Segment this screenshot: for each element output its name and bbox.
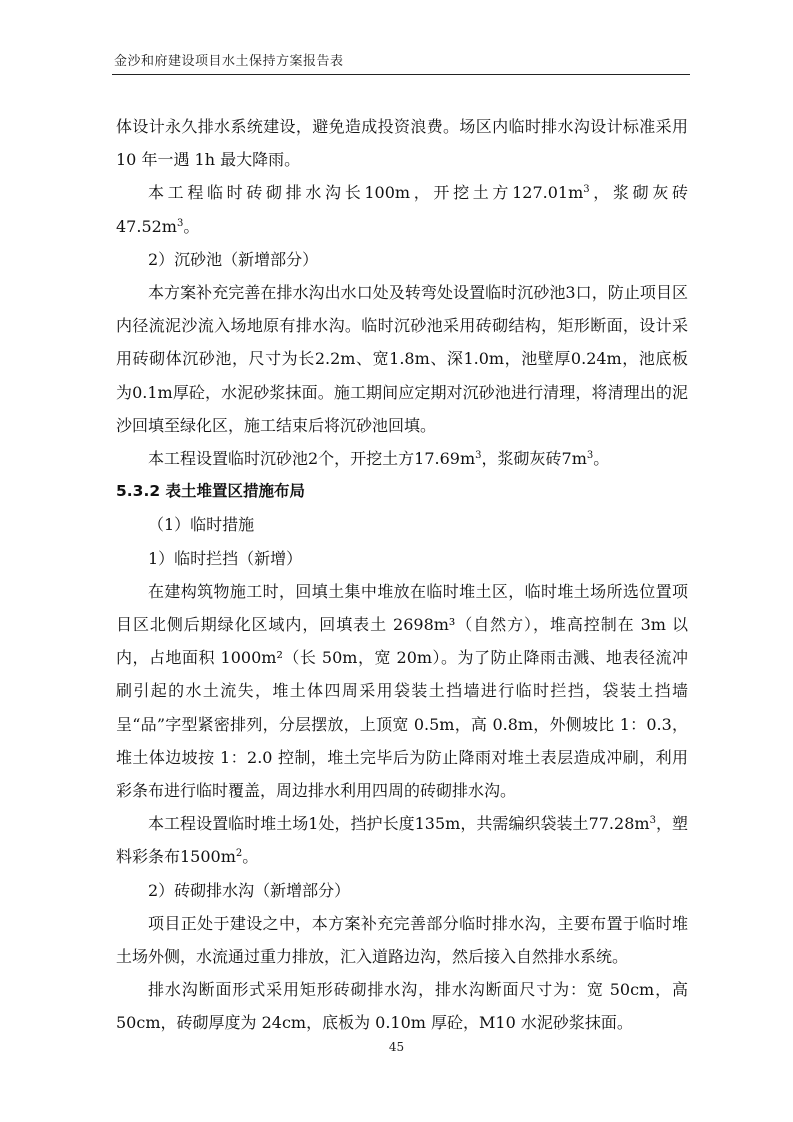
text-run: ，浆砌灰砖7m: [481, 449, 587, 469]
paragraph-drain-layout: 项目正处于建设之中，本方案补充完善部分临时排水沟，主要布置于临时堆土场外侧，水流通过重力排放，汇入道路边沟，然后接入自然排水系统。: [116, 913, 688, 967]
running-header: 金沙和府建设项目水土保持方案报告表: [114, 54, 344, 69]
superscript: 3: [475, 450, 482, 462]
text-run: 本工程设置临时沉砂池2个，开挖土方17.69m: [148, 449, 476, 469]
text-run: ，浆砌灰砖47.52m: [116, 183, 688, 236]
superscript: 3: [583, 184, 590, 196]
superscript: 3: [176, 217, 184, 229]
subheading-temporary-barrier: 1）临时拦挡（新增）: [148, 548, 303, 568]
paragraph-stockpile-quantities: [116, 807, 688, 873]
text-run: 本工程临时砖砌排水沟长100m，开挖土方127.01m: [148, 183, 584, 203]
superscript: 3: [586, 450, 594, 462]
paragraph-drainage-standard: 体设计永久排水系统建设，避免造成投资浪费。场区内临时排水沟设计标准采用 10 年一遇 1h 最大降雨。: [116, 117, 688, 170]
superscript: 3: [649, 815, 656, 827]
text-run: 本工程设置临时堆土场1处，挡护长度135m，共需编织袋装土77.28m: [148, 814, 650, 834]
subheading-temporary-measures: （1）临时措施: [148, 515, 255, 535]
document-body: [116, 110, 688, 1040]
paragraph-drainage-quantities: [116, 176, 688, 242]
page-number: 45: [388, 1040, 405, 1054]
subheading-brick-drain: 2）砖砌排水沟（新增部分）: [148, 880, 351, 900]
text-run: 。: [183, 216, 200, 236]
text-run: 。: [593, 449, 610, 469]
text-run: ，塑料彩条布1500m: [116, 814, 688, 867]
paragraph-stockpile-barrier: 在建构筑物施工时，回填土集中堆放在临时堆土区，临时堆土场所选位置项目区北侧后期绿化区域内，回填表土 2698m³（自然方），堆高控制在 3m 以内，占地面积 1000m²（长 50m，宽 20m）。为了防止降雨击溅、地表径流冲刷引起的水土流失，堆土体四周采用袋装土挡墙进行临时拦挡，袋装土挡墙呈“品”字型紧密排列，分层摆放，上顶宽 0.5m，高 0.8m，外侧坡比 1：0.3，堆土体边坡按 1：2.0 控制，堆土完毕后为防止降雨对堆土表层造成冲刷，利用彩条布进行临时覆盖，周边排水利用四周的砖砌排水沟。: [116, 581, 688, 801]
paragraph-sediment-basin-design: 本方案补充完善在排水沟出水口处及转弯处设置临时沉砂池3口，防止项目区内径流泥沙流入场地原有排水沟。临时沉砂池采用砖砌结构，矩形断面，设计采用砖砌体沉砂池，尺寸为长2.2m、宽1.8m、深1.0m，池壁厚0.24m，池底板为0.1m厚砼，水泥砂浆抹面。施工期间应定期对沉砂池进行清理，将清理出的泥沙回填至绿化区，施工结束后将沉砂池回填。: [116, 283, 688, 435]
paragraph-sediment-basin-quantities: [116, 442, 688, 475]
section-heading: 5.3.2 表土堆置区措施布局: [116, 482, 306, 501]
paragraph-drain-section: 排水沟断面形式采用矩形砖砌排水沟，排水沟断面尺寸为：宽 50cm，高 50cm，砖砌厚度为 24cm，底板为 0.10m 厚砼，M10 水泥砂浆抹面。: [116, 980, 688, 1033]
subheading-sediment-basin: 2）沉砂池（新增部分）: [148, 249, 319, 269]
text-run: 。: [242, 847, 259, 867]
superscript: 2: [235, 848, 243, 860]
header-rule: [112, 74, 690, 75]
